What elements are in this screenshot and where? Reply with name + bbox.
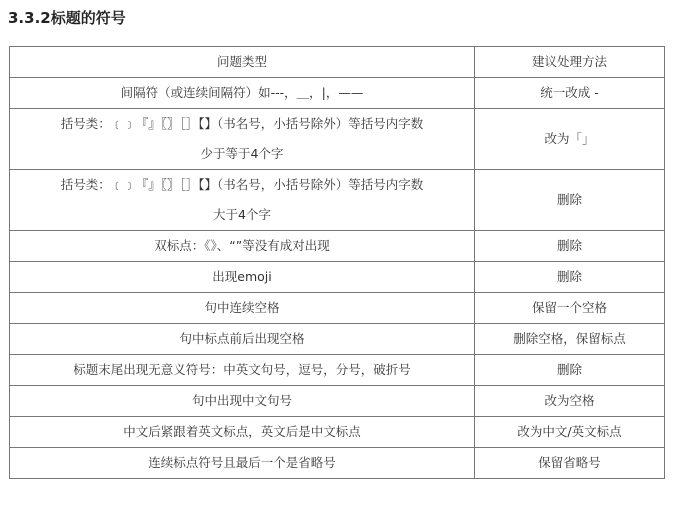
problem-type-cell: [10, 262, 475, 293]
section-heading: 3.3.2标题的符号: [8, 9, 126, 27]
table-row: [10, 355, 665, 386]
method-cell: 保留省略号: [475, 448, 665, 479]
problem-type-text: 句中连续空格: [204, 300, 280, 315]
table-header-row: [10, 47, 665, 78]
table-row: [10, 448, 665, 479]
table-row: [10, 417, 665, 448]
problem-type-text: 句中出现中文句号: [191, 393, 292, 408]
header-cell-problem-type: 问题类型: [10, 47, 475, 78]
problem-type-cell: [10, 417, 475, 448]
table-row: [10, 386, 665, 417]
problem-type-text: 双标点：《》、“”等没有成对出现: [154, 238, 330, 253]
method-cell: 改为「」: [475, 109, 665, 170]
problem-type-cell: [10, 386, 475, 417]
table-row: [10, 170, 665, 231]
table-row: [10, 78, 665, 109]
symbol-rules-table: [9, 46, 665, 479]
problem-type-cell: [10, 231, 475, 262]
method-cell: 改为中文/英文标点: [475, 417, 665, 448]
problem-type-text: 句中标点前后出现空格: [179, 331, 305, 346]
problem-type-text: 大于4个字: [213, 207, 271, 222]
problem-type-text: 间隔符（或连续间隔符）如---，＿，|，——: [120, 85, 364, 100]
method-cell: 统一改成 -: [475, 78, 665, 109]
problem-type-cell: [10, 170, 475, 231]
problem-type-text: 连续标点符号且最后一个是省略号: [148, 455, 336, 470]
method-cell: 改为空格: [475, 386, 665, 417]
method-cell: 保留一个空格: [475, 293, 665, 324]
problem-type-cell: [10, 324, 475, 355]
problem-type-text: 标题末尾出现无意义符号：中英文句号，逗号，分号，破折号: [73, 362, 411, 377]
problem-type-text: 括号类：﹝﹞『』〖〗［］【】（书名号，小括号除外）等括号内字数: [60, 177, 424, 192]
problem-type-text: 括号类：﹝﹞『』〖〗［］【】（书名号，小括号除外）等括号内字数: [60, 116, 424, 131]
problem-type-cell: [10, 293, 475, 324]
header-cell-method: 建议处理方法: [475, 47, 665, 78]
problem-type-cell: [10, 78, 475, 109]
table-row: [10, 231, 665, 262]
method-cell: 删除: [475, 170, 665, 231]
table-row: [10, 324, 665, 355]
problem-type-text: 出现emoji: [212, 269, 272, 284]
method-cell: 删除: [475, 262, 665, 293]
method-cell: 删除: [475, 231, 665, 262]
problem-type-cell: [10, 448, 475, 479]
problem-type-text: 中文后紧跟着英文标点，英文后是中文标点: [123, 424, 361, 439]
method-cell: 删除: [475, 355, 665, 386]
problem-type-cell: [10, 109, 475, 170]
table-row: [10, 109, 665, 170]
table-row: [10, 262, 665, 293]
problem-type-text: 少于等于4个字: [200, 146, 284, 161]
table-row: [10, 293, 665, 324]
problem-type-cell: [10, 355, 475, 386]
method-cell: 删除空格，保留标点: [475, 324, 665, 355]
